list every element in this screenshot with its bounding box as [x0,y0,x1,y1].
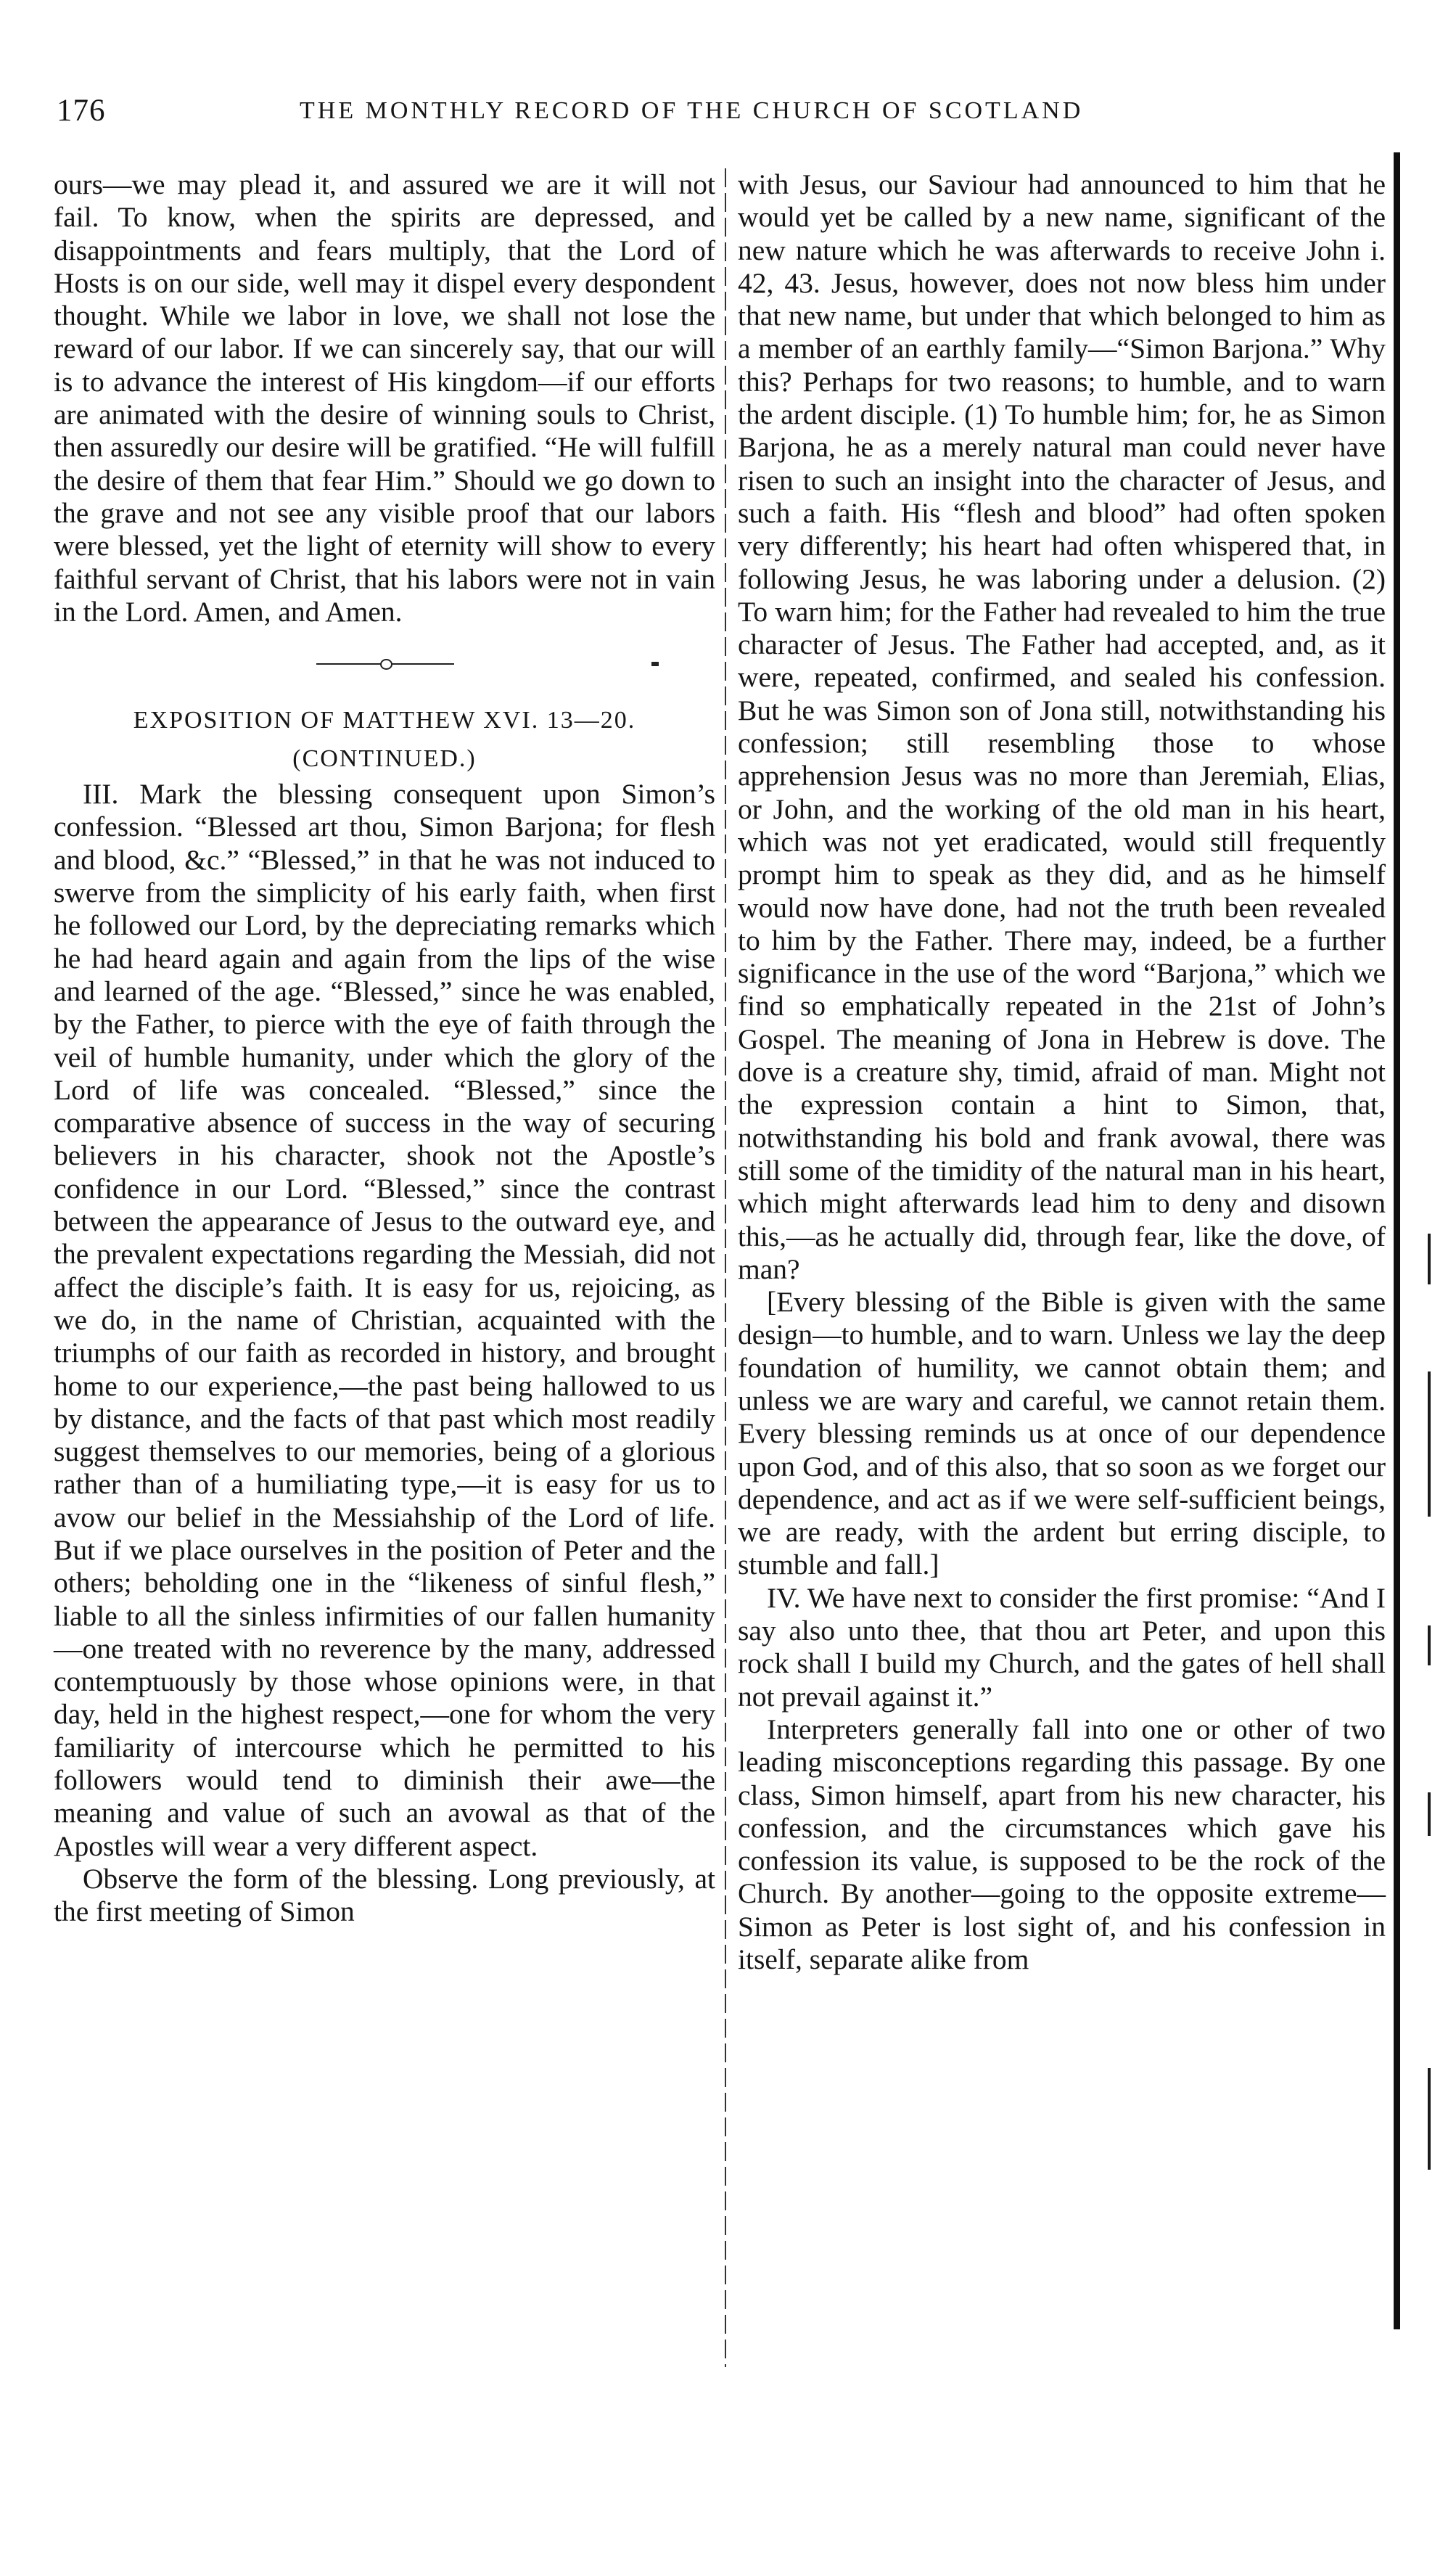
divider-ornament-icon [380,659,392,670]
edge-mark [1428,2068,1431,2170]
paragraph-bracket: [Every blessing of the Bible is given with the same design—to humble, and to warn. Unless we lay the deep foundation of humility, we cannot obtain them; and unless we are wary and careful, we cannot retain them. Every blessing reminds us at once of our dependence upon God, and of this also, that so soon as we forget our dependence, and act as if we were self-sufficient beings, we are ready, with the ardent but erring disciple, to stumble and fall.] [738,1286,1386,1581]
paragraph-interpreters: Interpreters generally fall into one or other of two leading misconceptions regarding this passage. By one class, Simon himself, apart from his new character, his confession, and the circumstances which gave his confession its value, is supposed to be the rock of the Church. By another—going to the opposite extreme—Simon as Peter is lost sight of, and his confession in itself, separate alike from [738,1713,1386,1976]
edge-mark [1428,1234,1431,1284]
edge-mark [1428,1792,1431,1836]
left-column [54,168,715,1929]
paragraph-observe: Observe the form of the blessing. Long previously, at the first meeting of Simon [54,1862,715,1928]
page-header [57,93,1348,144]
edge-mark [1428,1371,1431,1517]
paragraph-iii: III. Mark the blessing consequent upon Simon’s confession. “Blessed art thou, Simon Barjona; for flesh and blood, &c.” “Blessed,” in that he was not induced to swerve from the simplicity of his early faith, when first he followed our Lord, by the depreciating remarks which he had heard again and again from the lips of the wise and learned of the age. “Blessed,” since he was enabled, by the Father, to pierce with the eye of faith through the veil of humble humanity, under which the glory of the Lord of life was concealed. “Blessed,” since the comparative absence of success in the way of securing believers in his character, shook not the Apostle’s confidence in our Lord. “Blessed,” since the contrast between the appearance of Jesus to the outward eye, and the prevalent expectations regarding the Messiah, did not affect the disciple’s faith. It is easy for us, rejoicing, as we do, in the name of Christian, acquainted with the triumphs of our faith as recorded in history, and brought home to our experience,—the past being hallowed to us by distance, and the facts of that past which most readily suggest themselves to our memories, being of a glorious rather than of a humiliating type,—it is easy for us to avow our belief in the Messiahship of the Lord of life. But if we place ourselves in the position of Peter and the others; beholding one in the “likeness of sinful flesh,” liable to all the sinless infirmities of our fallen humanity—one treated with no reverence by the many, addressed contemptuously by those whose opinions were, in that day, held in the highest respect,—one for whom the very familiarity of intercourse which he permitted to his followers would tend to diminish their awe—the meaning and value of such an avowal as that of the Apostles will wear a very different aspect. [54,778,715,1862]
running-title: THE MONTHLY RECORD OF THE CHURCH OF SCOTLAND [300,97,1084,124]
ink-speck-icon [651,662,659,666]
right-column [738,168,1386,1976]
edge-mark [1428,1625,1431,1665]
page-number: 176 [57,94,106,128]
paragraph-iv: IV. We have next to consider the first promise: “And I say also unto thee, that thou art Peter, and upon this rock shall I build my Church, and the gates of hell shall not prevail against it.” [738,1581,1386,1713]
section-divider [54,628,715,694]
paragraph-continued-right: with Jesus, our Saviour had announced to him that he would yet be called by a new name, significant of the new nature which he was afterwards to receive John i. 42, 43. Jesus, however, does not now bless him under that new name, but under that which belonged to him as a member of an earthly family—“Simon Barjona.” Why this? Perhaps for two reasons; to humble, and to warn the ardent disciple. (1) To humble him; for, he as Simon Barjona, he as a merely natural man could never have risen to such an insight into the character of Jesus, and such a faith. His “flesh and blood” had often spoken very differently; his heart had often whispered that, in following Jesus, he was laboring under a delusion. (2) To warn him; for the Father had revealed to him the true character of Jesus. The Father had accepted, and, as it were, repeated, confirmed, and sealed his confession. But he was Simon son of Jona still, notwithstanding his confession; still resembling those to whose apprehension Jesus was no more than Jeremiah, Elias, or John, and the working of the old man in his heart, which was not yet eradicated, would still frequently prompt him to speak as they did, and as he himself would now have done, had not the truth been revealed to him by the Father. There may, indeed, be a further significance in the use of the word “Barjona,” which we find so emphatically repeated in the 21st of John’s Gospel. The meaning of Jona in Hebrew is dove. The dove is a creature shy, timid, afraid of man. Might not the expression contain a hint to Simon, that, notwithstanding his bold and frank avowal, there was still some of the timidity of the natural man in his heart, which might afterwards lead him to deny and disown this,—as he actually did, through fear, like the dove, of man? [738,168,1386,1285]
page-edge-shadow [1394,152,1400,2329]
section-subheading: (CONTINUED.) [292,745,477,773]
column-rule [725,168,726,2367]
paragraph-continued-left: ours—we may plead it, and assured we are it will not fail. To know, when the spirits are depressed, and disappointments and fears multiply, that the Lord of Hosts is on our side, well may it dispel every despondent thought. While we labor in love, we shall not lose the reward of our labor. If we can sincerely say, that our will is to advance the interest of His kingdom—if our efforts are animated with the desire of winning souls to Christ, then assuredly our desire will be gratified. “He will fulfill the desire of them that fear Him.” Should we go down to the grave and not see any visible proof that our labors were blessed, yet the light of eternity will show to every faithful servant of Christ, that his labors were not in vain in the Lord. Amen, and Amen. [54,168,715,628]
section-heading: EXPOSITION OF MATTHEW XVI. 13—20. [133,707,636,734]
